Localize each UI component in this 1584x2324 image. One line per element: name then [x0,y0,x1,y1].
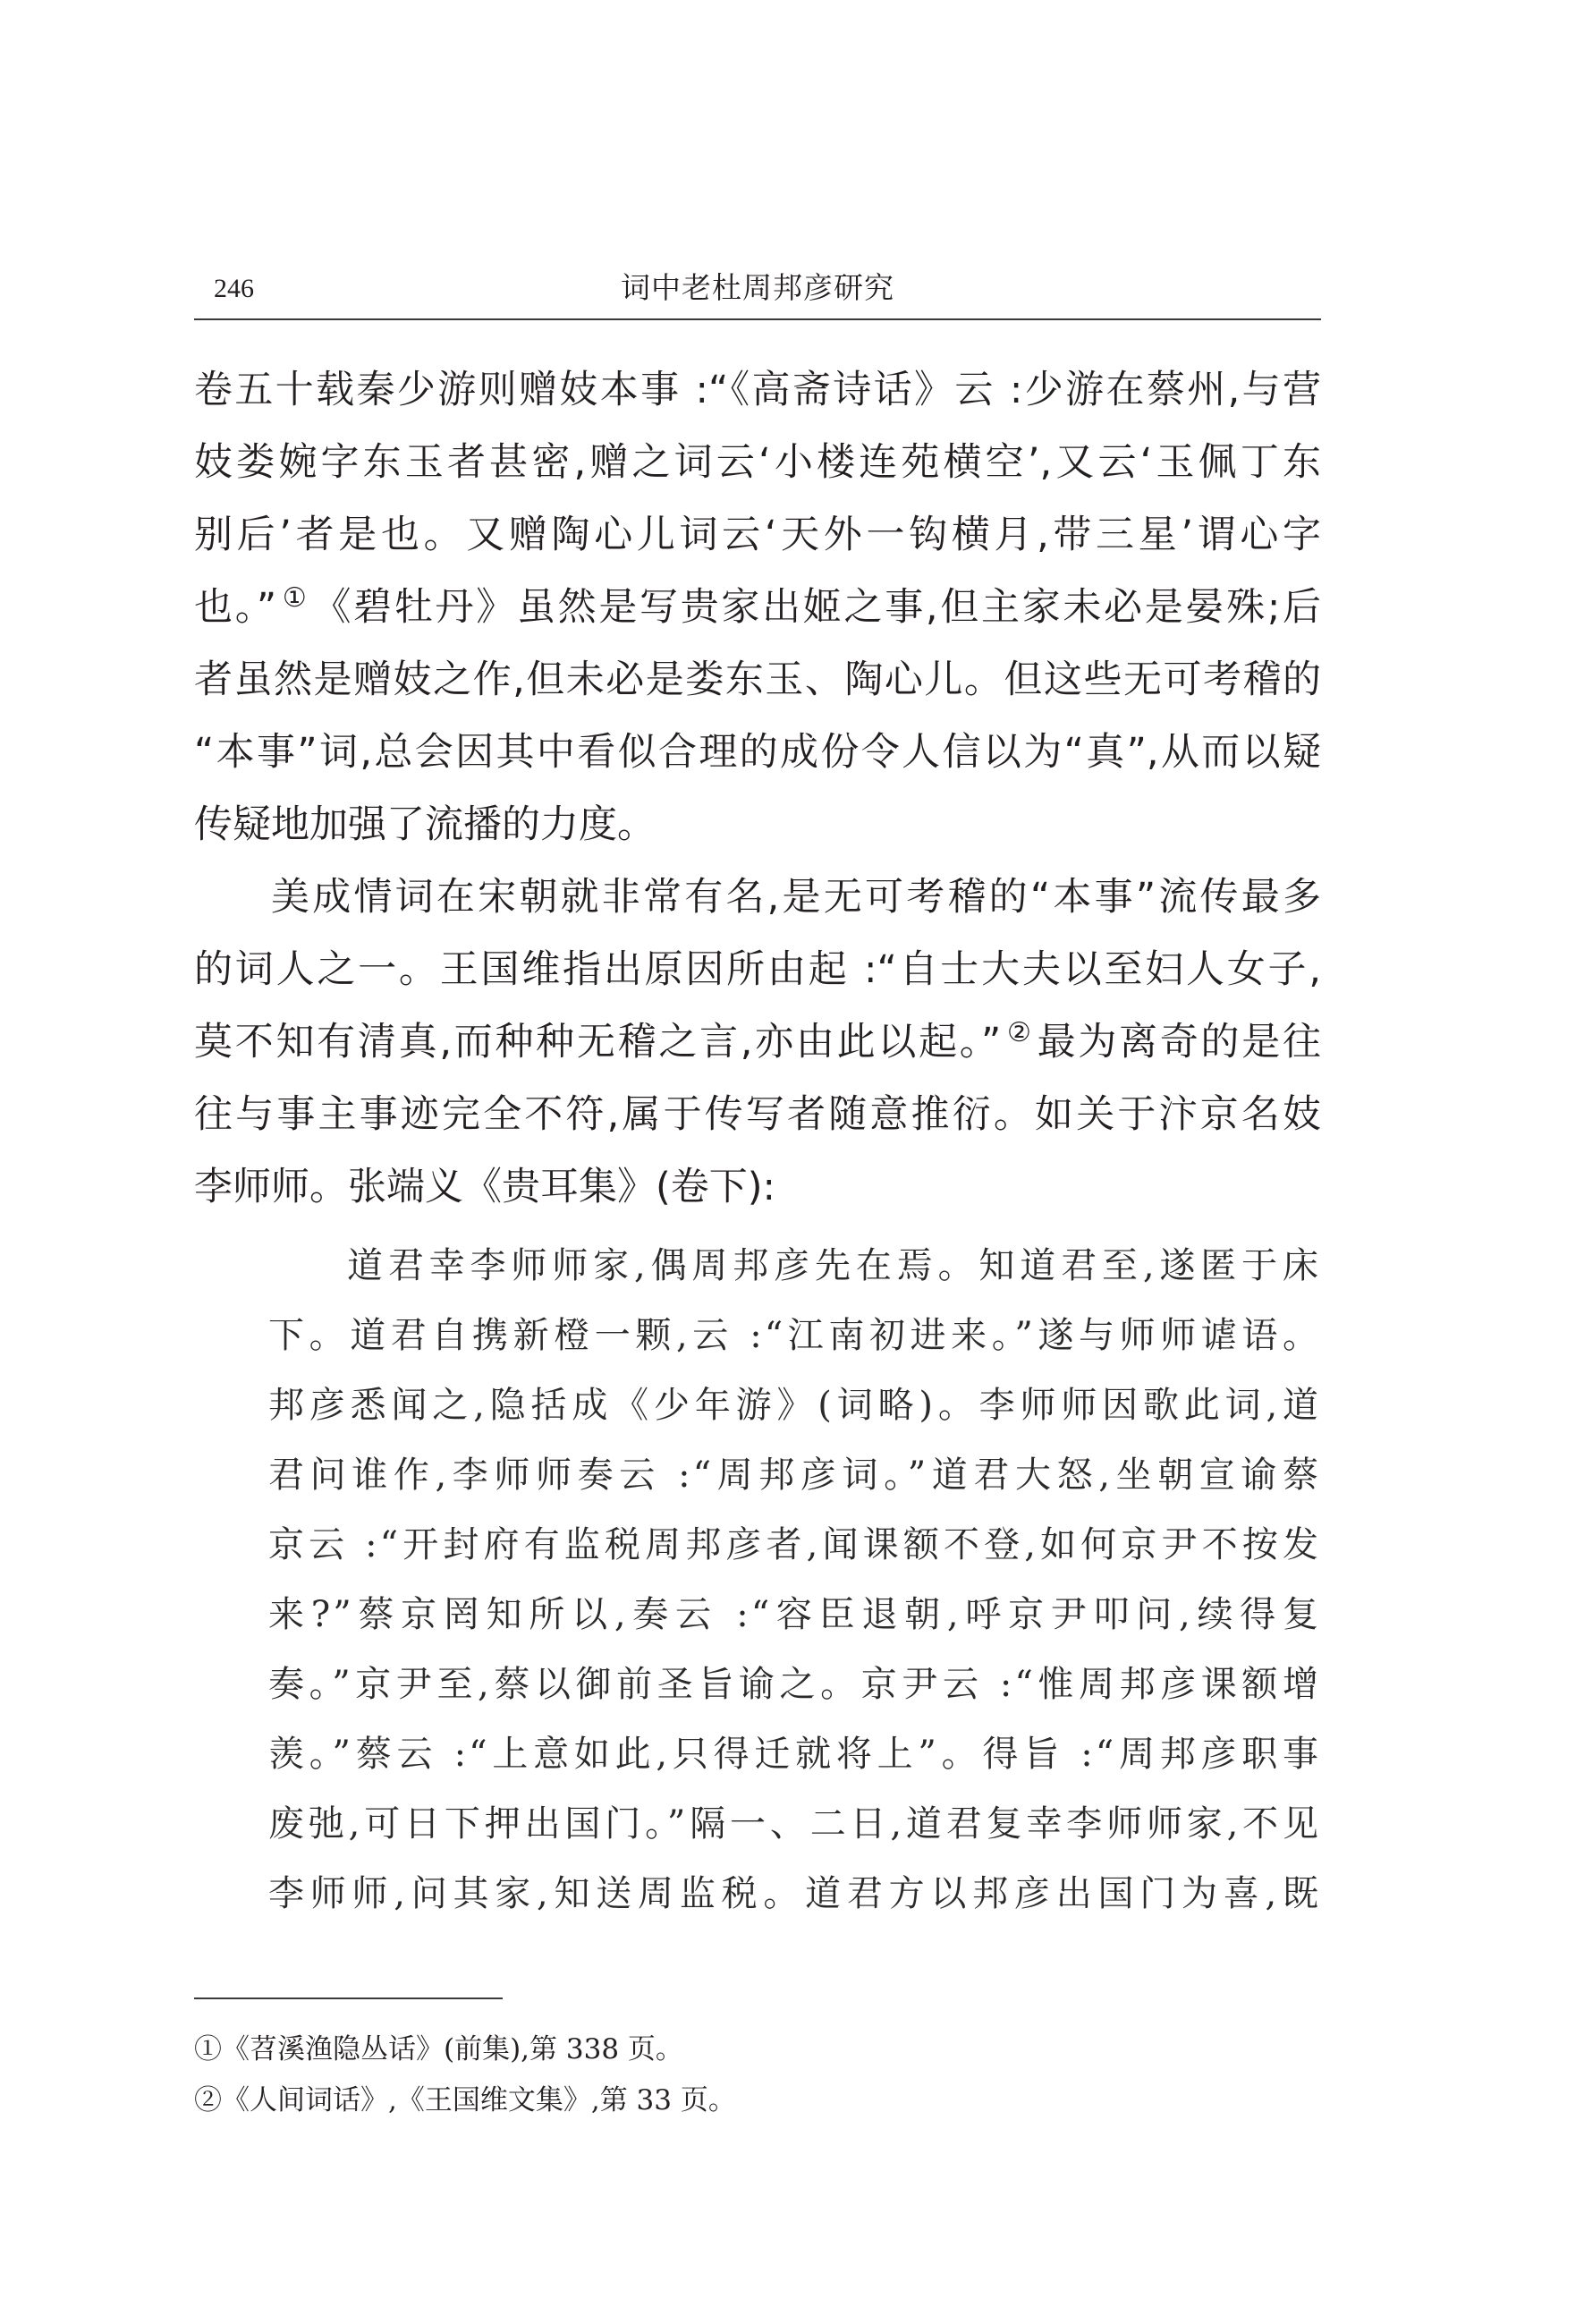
quote-line: 下。道君自携新橙一颗,云 :“江南初进来。”遂与师师谑语。 [268,1315,1321,1356]
footnotes [194,2024,1321,2126]
body-line: 往与事主事迹完全不符,属于传写者随意推衍。如关于汴京名妓 [194,1092,1321,1137]
footnote-ref-2[interactable]: ② [1004,1016,1034,1048]
body-text [194,354,1321,1224]
body-line: 卷五十载秦少游则赠妓本事 :“《高斋诗话》云 :少游在蔡州,与营 [194,368,1321,412]
body-line: 者虽然是赠妓之作,但未必是娄东玉、陶心儿。但这些无可考稽的 [194,657,1321,702]
quote-line: 京云 :“开封府有监税周邦彦者,闻课额不登,如何京尹不按发 [268,1524,1321,1565]
block-quote [268,1231,1321,1929]
body-line [194,1006,1321,1079]
footnote-1: ①《苕溪渔隐丛话》(前集),第 338 页。 [194,2033,683,2065]
footnote-divider [194,1997,503,1999]
quote-line: 奏。”京尹至,蔡以御前圣旨谕之。京尹云 :“惟周邦彦课额增 [268,1664,1321,1705]
quote-line: 羡。”蔡云 :“上意如此,只得迁就将上”。得旨 :“周邦彦职事 [268,1734,1321,1775]
page-header [194,267,1321,320]
footnote-2: ②《人间词话》,《王国维文集》,第 33 页。 [194,2084,736,2116]
quote-line: 来?”蔡京罔知所以,奏云 :“容臣退朝,呼京尹叩问,续得复 [268,1594,1321,1635]
quote-line: 废弛,可日下押出国门。”隔一、二日,道君复幸李师师家,不见 [268,1803,1321,1845]
line-text: 也。” [194,585,277,630]
body-line [194,572,1321,644]
body-line: 传疑地加强了流播的力度。 [194,802,656,847]
body-line: 妓娄婉字东玉者甚密,赠之词云‘小楼连苑横空’,又云‘玉佩丁东 [194,440,1321,485]
quote-line: 李师师,问其家,知送周监税。道君方以邦彦出国门为喜,既 [268,1873,1321,1914]
line-text: 《碧牡丹》虽然是写贵家出姬之事,但主家未必是晏殊;后 [312,585,1322,630]
body-line: 李师师。张端义《贵耳集》(卷下): [194,1165,776,1209]
body-line: 的词人之一。王国维指出原因所由起 :“自士大夫以至妇人女子, [194,947,1321,992]
quote-line: 君问谁作,李师师奏云 :“周邦彦词。”道君大怒,坐朝宣谕蔡 [268,1455,1321,1496]
footnote-ref-1[interactable]: ① [280,581,309,614]
running-title: 词中老杜周邦彦研究 [621,273,894,305]
body-line: “本事”词,总会因其中看似合理的成份令人信以为“真”,从而以疑 [194,730,1321,775]
quote-line: 邦彦悉闻之,隐括成《少年游》(词略)。李师师因歌此词,道 [268,1385,1321,1426]
body-line: 美成情词在宋朝就非常有名,是无可考稽的“本事”流传最多 [271,875,1321,920]
line-text: 莫不知有清真,而种种无稽之言,亦由此以起。” [194,1020,1002,1064]
line-text: 最为离奇的是往 [1037,1020,1321,1064]
quote-line: 道君幸李师师家,偶周邦彦先在焉。知道君至,遂匿于床 [347,1245,1321,1286]
page-number: 246 [214,274,254,303]
body-line: 别后’者是也。又赠陶心儿词云‘天外一钩横月,带三星’谓心字 [194,513,1321,557]
